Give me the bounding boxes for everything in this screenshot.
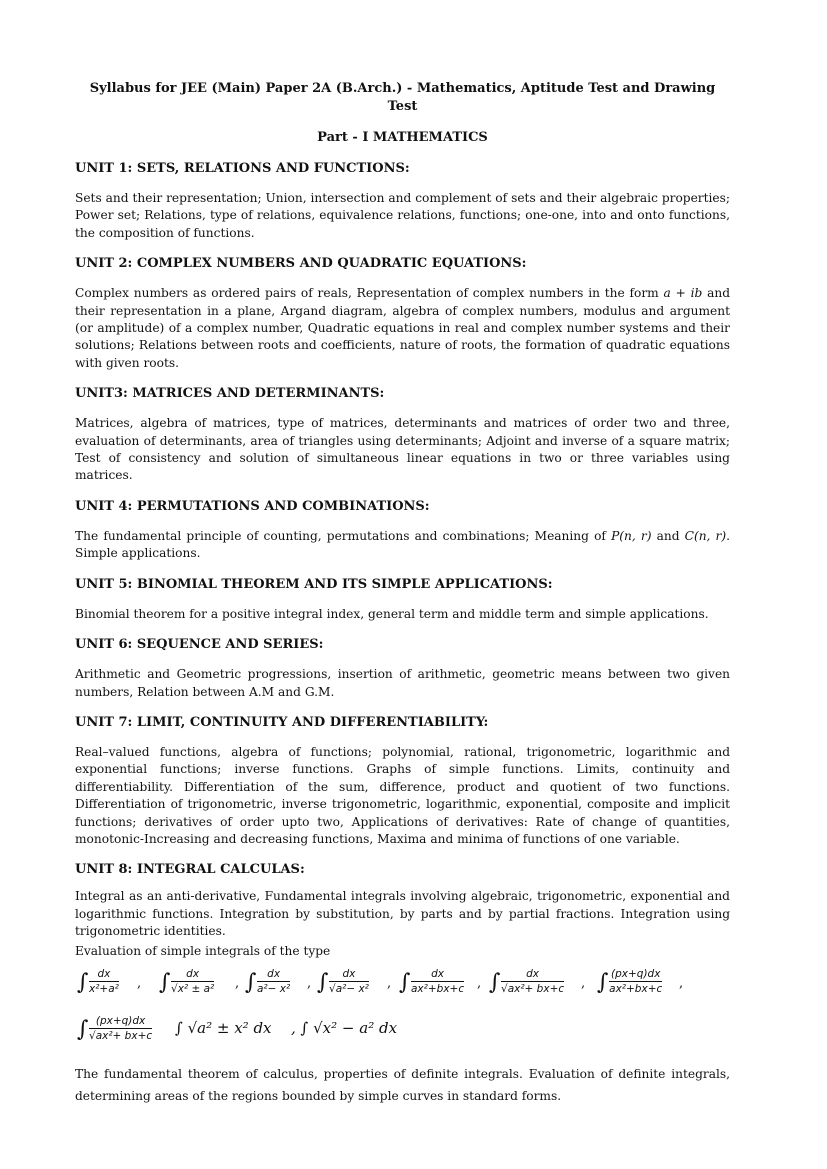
unit-1-heading: UNIT 1: SETS, RELATIONS AND FUNCTIONS: <box>75 161 410 176</box>
unit-7-heading: UNIT 7: LIMIT, CONTINUITY AND DIFFERENTIABILITY: <box>75 714 489 730</box>
combination-notation: C(n, r) <box>684 528 727 543</box>
unit-8-heading: UNIT 8: INTEGRAL CALCULAS: <box>75 862 305 878</box>
separator: , <box>235 975 240 991</box>
fraction-numerator: dx <box>411 968 464 982</box>
fraction-numerator: (px+q)dx <box>611 967 661 980</box>
unit-2-heading: UNIT 2: COMPLEX NUMBERS AND QUADRATIC EQUATIONS: <box>75 256 527 272</box>
integral-sign: ∫ <box>245 969 257 995</box>
fraction-denominator: √ax²+ bx+c <box>89 1029 153 1042</box>
permutation-notation: P(n, r) <box>611 528 652 543</box>
separator: , <box>387 975 392 991</box>
fraction-denominator: √ax²+ bx+c <box>501 982 565 995</box>
integral-sign: ∫ <box>77 1016 89 1042</box>
part-title: Part - I MATHEMATICS <box>317 130 488 145</box>
integral-fraction-8 <box>89 1015 152 1042</box>
fraction-denominator: a²− x² <box>257 982 291 995</box>
integral-sign: ∫ <box>317 969 329 995</box>
unit-8-closing: The fundamental theorem of calculus, properties of definite integrals. Evaluation of definite integrals, determining areas of the regions bounded by simple curves in standard forms. <box>75 1066 730 1103</box>
document-title: Syllabus for JEE (Main) Paper 2A (B.Arch.) - Mathematics, Aptitude Test and Drawing Test <box>89 81 716 114</box>
integral-fraction-4 <box>329 968 369 995</box>
unit-2-body-pre: Complex numbers as ordered pairs of reals, Representation of complex numbers in the form <box>75 286 664 301</box>
complex-form-math: a + ib <box>663 286 703 301</box>
unit-4-body <box>75 528 730 563</box>
integral-sign: ∫ <box>399 969 411 995</box>
integral-sign: ∫ <box>77 969 89 995</box>
unit-4-body-post: . Simple applications. <box>75 528 731 561</box>
integral-sqrt-diff: , ∫ √x² − a² dx <box>291 1018 398 1037</box>
fraction-numerator: dx <box>171 968 214 982</box>
integral-fraction-3 <box>257 968 290 995</box>
unit-4-body-pre: The fundamental principle of counting, permutations and combinations; Meaning of <box>75 528 612 543</box>
integral-sqrt-sum-diff: ∫ √a² ± x² dx <box>175 1018 272 1037</box>
unit-2-body <box>75 285 730 372</box>
fraction-numerator: dx <box>89 968 119 982</box>
fraction-numerator: dx <box>329 968 369 982</box>
fraction-numerator: dx <box>501 968 564 982</box>
integral-fraction-5 <box>411 968 464 995</box>
separator: , <box>477 975 482 991</box>
unit-3-heading: UNIT3: MATRICES AND DETERMINANTS: <box>75 386 385 402</box>
unit-3-body: Matrices, algebra of matrices, type of matrices, determinants and matrices of order two and three, evaluation of determinants, area of triangles using determinants; Adjoint and inverse of a square matrix; Test of consistency and solution of simultaneous linear equations in two or three variables using matrices. <box>75 416 730 483</box>
integral-sign: ∫ <box>489 969 501 995</box>
unit-1-body: Sets and their representation; Union, intersection and complement of sets and their algebraic properties; Power set; Relations, type of relations, equivalence relations, functions; one-one, into and onto functions, the composition of functions. <box>75 191 730 240</box>
unit-5-heading: UNIT 5: BINOMIAL THEOREM AND ITS SIMPLE APPLICATIONS: <box>75 576 553 592</box>
fraction-denominator: √a²− x² <box>329 982 369 995</box>
separator: , <box>307 975 312 991</box>
integral-fraction-1 <box>89 968 119 995</box>
integral-row-1 <box>75 964 730 1008</box>
unit-5-body: Binomial theorem for a positive integral index, general term and middle term and simple applications. <box>75 606 709 621</box>
fraction-numerator: (px+q)dx <box>89 1015 152 1029</box>
unit-6-body: Arithmetic and Geometric progressions, insertion of arithmetic, geometric means between two given numbers, Relation between A.M and G.M. <box>75 667 730 699</box>
fraction-denominator: √x² ± a² <box>171 982 215 995</box>
separator: , <box>581 975 586 991</box>
integral-fraction-2 <box>171 968 214 995</box>
separator: , <box>137 975 142 991</box>
unit-4-heading: UNIT 4: PERMUTATIONS AND COMBINATIONS: <box>75 498 430 514</box>
integral-fraction-6 <box>501 968 564 995</box>
separator: , <box>679 975 684 991</box>
fraction-denominator: x²+a² <box>89 982 119 995</box>
evaluation-line: Evaluation of simple integrals of the type <box>75 943 331 958</box>
fraction-numerator: dx <box>257 968 290 982</box>
unit-2-body-post: and their representation in a plane, Argand diagram, algebra of complex numbers, modulus and argument (or amplitude) of a complex number, Quadratic equations in real and complex number systems and their solutions; Relations between roots and coefficients, nature of roots, the formation of quadratic equations with given roots. <box>75 286 731 370</box>
unit-4-body-mid: and <box>651 528 685 543</box>
fraction-denominator: ax²+bx+c <box>609 982 663 995</box>
integral-sign: ∫ <box>597 969 609 995</box>
unit-6-heading: UNIT 6: SEQUENCE AND SERIES: <box>75 637 324 653</box>
unit-8-body: Integral as an anti-derivative, Fundamental integrals involving algebraic, trigonometric, exponential and logarithmic functions. Integration by substitution, by parts and by partial fractions. Integration using trigonometric identities. <box>75 889 730 939</box>
integral-sign: ∫ <box>159 969 171 995</box>
integral-fraction-7 <box>609 968 662 995</box>
fraction-denominator: ax²+bx+c <box>411 982 465 995</box>
unit-7-body: Real–valued functions, algebra of functions; polynomial, rational, trigonometric, logarithmic and exponential functions; inverse functions. Graphs of simple functions. Limits, continuity and differentiability. Differentiation of the sum, difference, product and quotient of two functions. Differentiation of trigonometric, inverse trigonometric, logarithmic, exponential, composite and implicit functions; derivatives of order upto two, Applications of derivatives: Rate of change of quantities, monotonic-Increasing and decreasing functions, Maxima and minima of functions of one variable. <box>75 744 730 846</box>
syllabus-page <box>75 80 730 1107</box>
integral-row-2 <box>75 1011 730 1053</box>
